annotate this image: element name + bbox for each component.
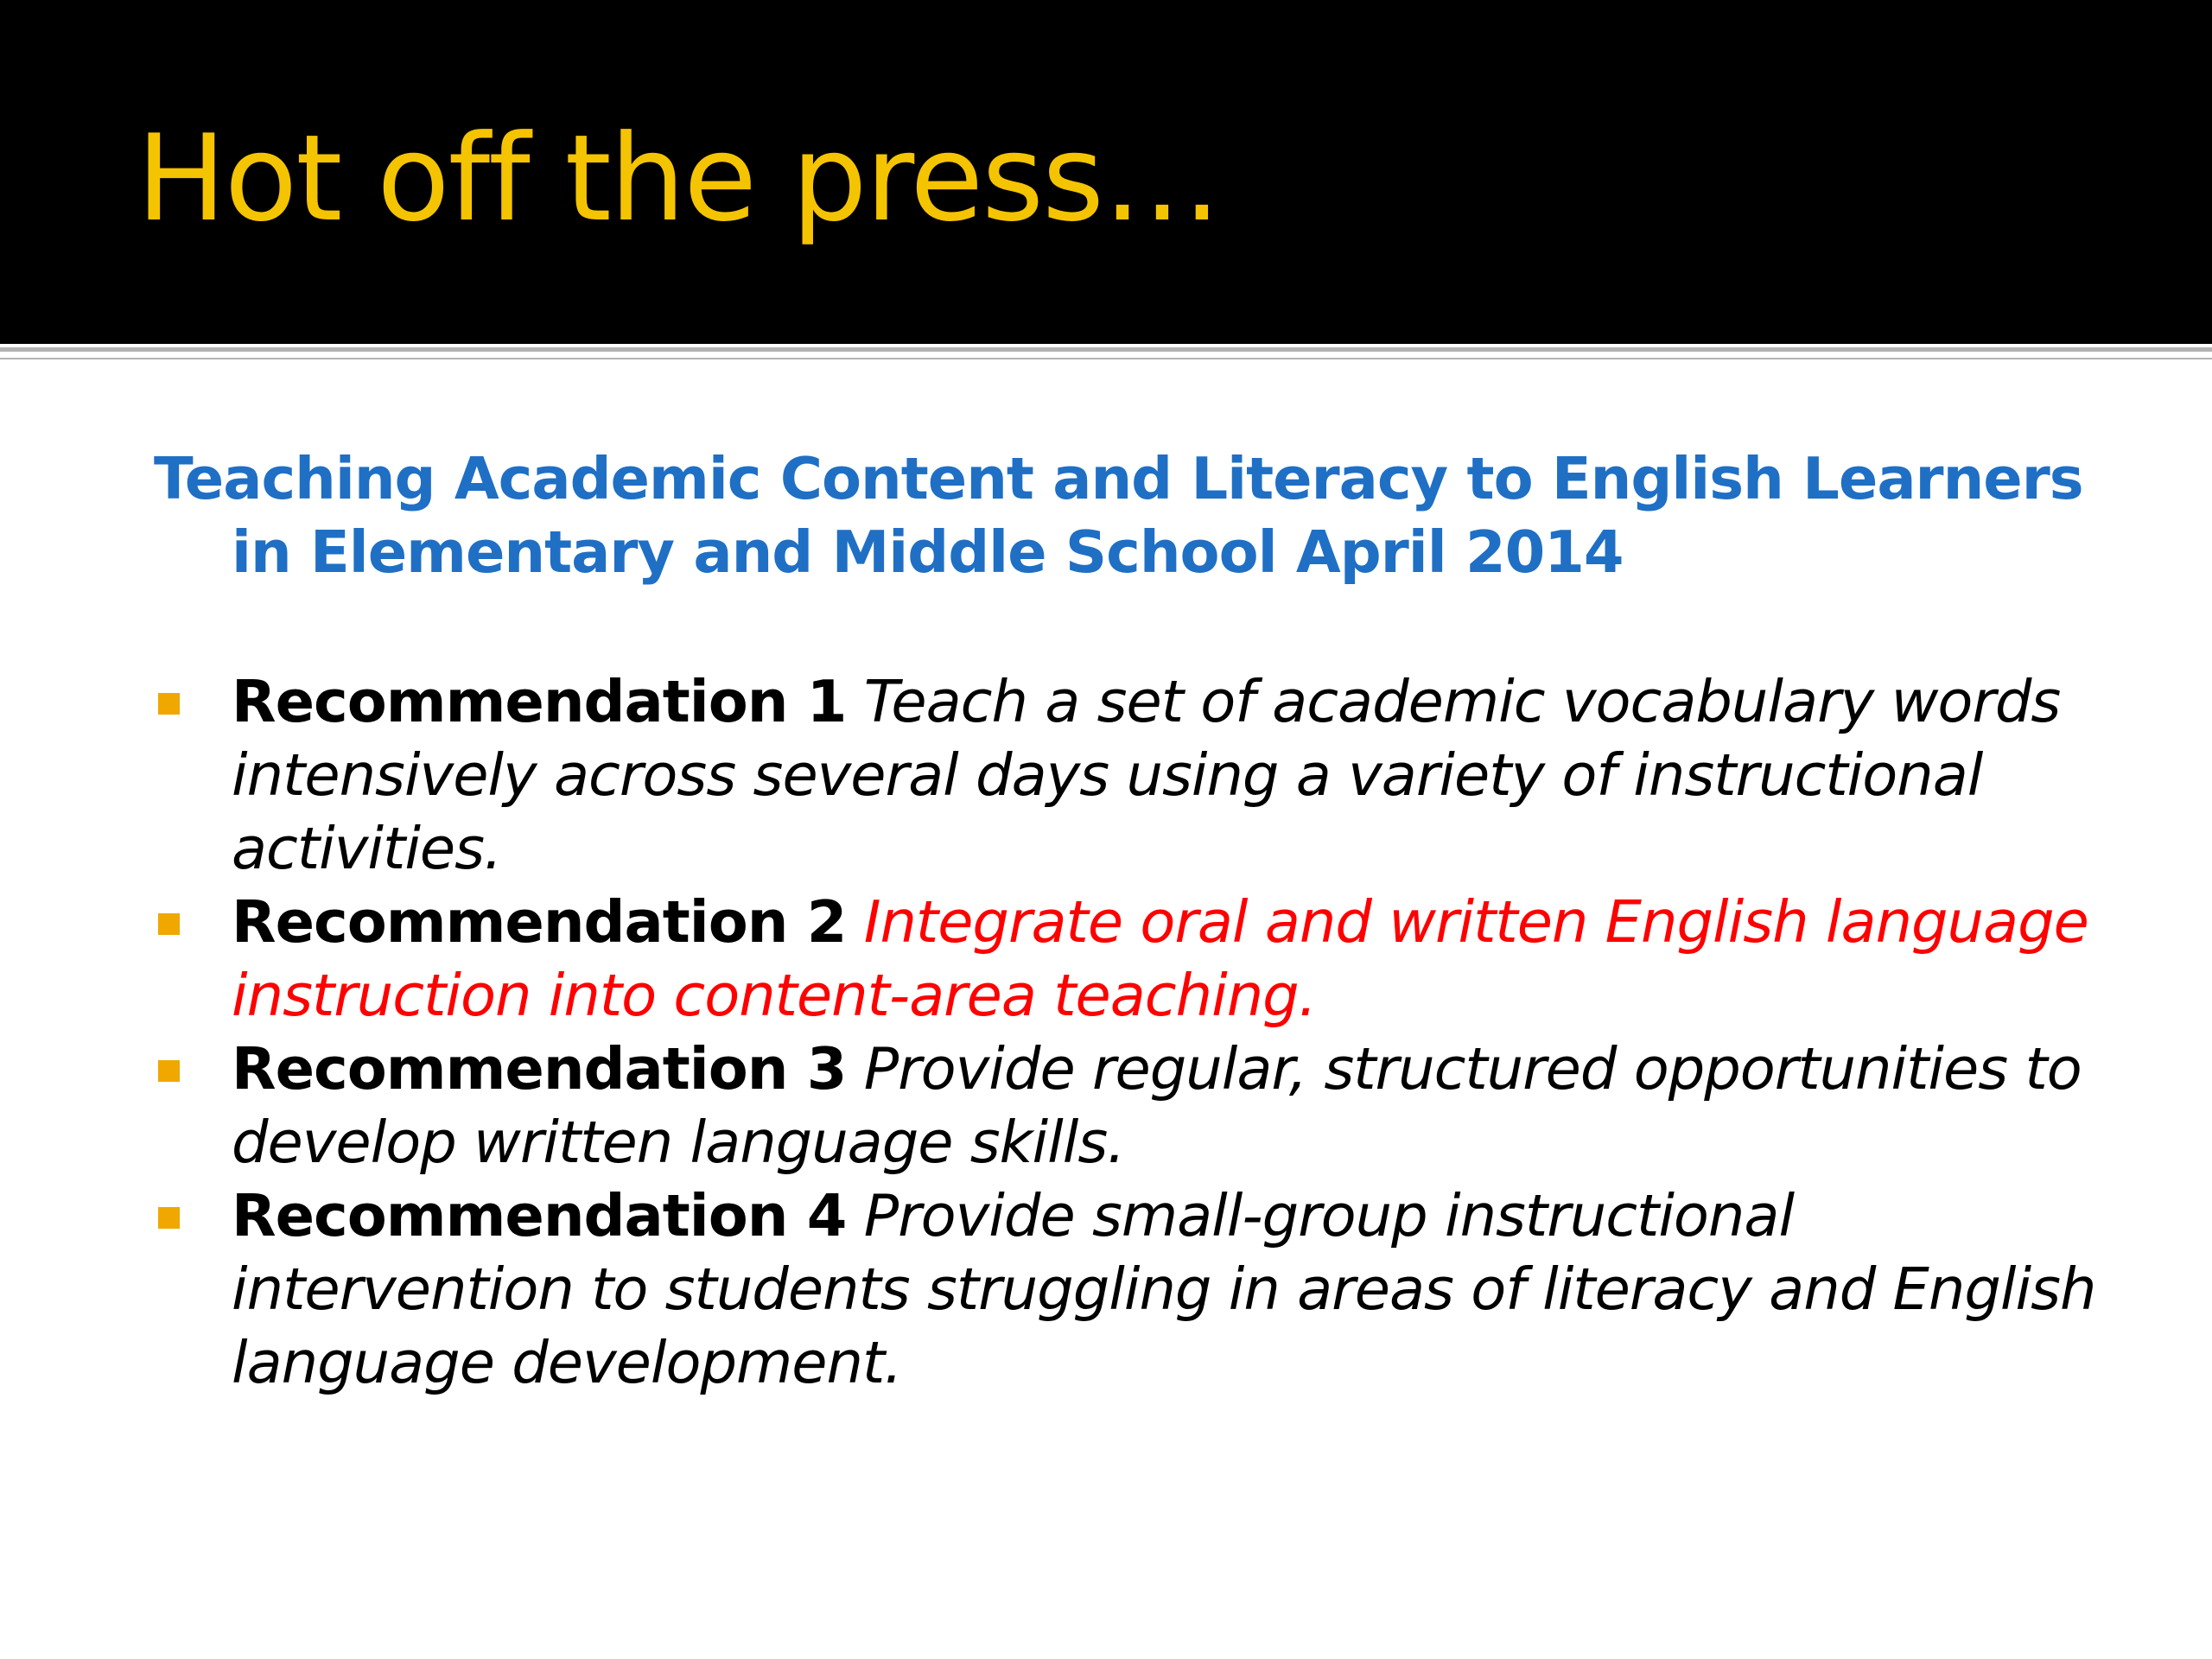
slide-subtitle: Teaching Academic Content and Literacy to English Learners in Elementary and Middle School April 2014 [154, 445, 2083, 586]
list-item [154, 665, 2098, 886]
recommendation-text: Provide regular, structured opportunities to develop written language skills. [232, 1035, 2082, 1176]
recommendation-label: Recommendation 2 [232, 888, 847, 956]
recommendation-label: Recommendation 4 [232, 1182, 847, 1249]
recommendation-label: Recommendation 1 [232, 668, 847, 735]
title-divider [0, 347, 2212, 352]
square-bullet-icon [158, 1207, 180, 1229]
recommendation-text: Teach a set of academic vocabulary words intensively across several days using a variety of instructional activities. [232, 668, 2061, 882]
recommendation-text: Integrate oral and written English language instruction into content-area teaching. [232, 888, 2088, 1029]
slide-title: Hot off the press… [137, 109, 1220, 248]
recommendation-label: Recommendation 3 [232, 1035, 847, 1103]
title-divider-thin [0, 358, 2212, 359]
list-item [154, 1033, 2098, 1179]
recommendation-list [154, 665, 2098, 1400]
list-item [154, 1179, 2098, 1400]
square-bullet-icon [158, 693, 180, 715]
list-item [154, 886, 2098, 1033]
title-bar [0, 0, 2212, 344]
square-bullet-icon [158, 913, 180, 935]
recommendation-text: Provide small-group instructional intervention to students struggling in areas of literacy and English language development. [232, 1182, 2096, 1396]
square-bullet-icon [158, 1060, 180, 1082]
